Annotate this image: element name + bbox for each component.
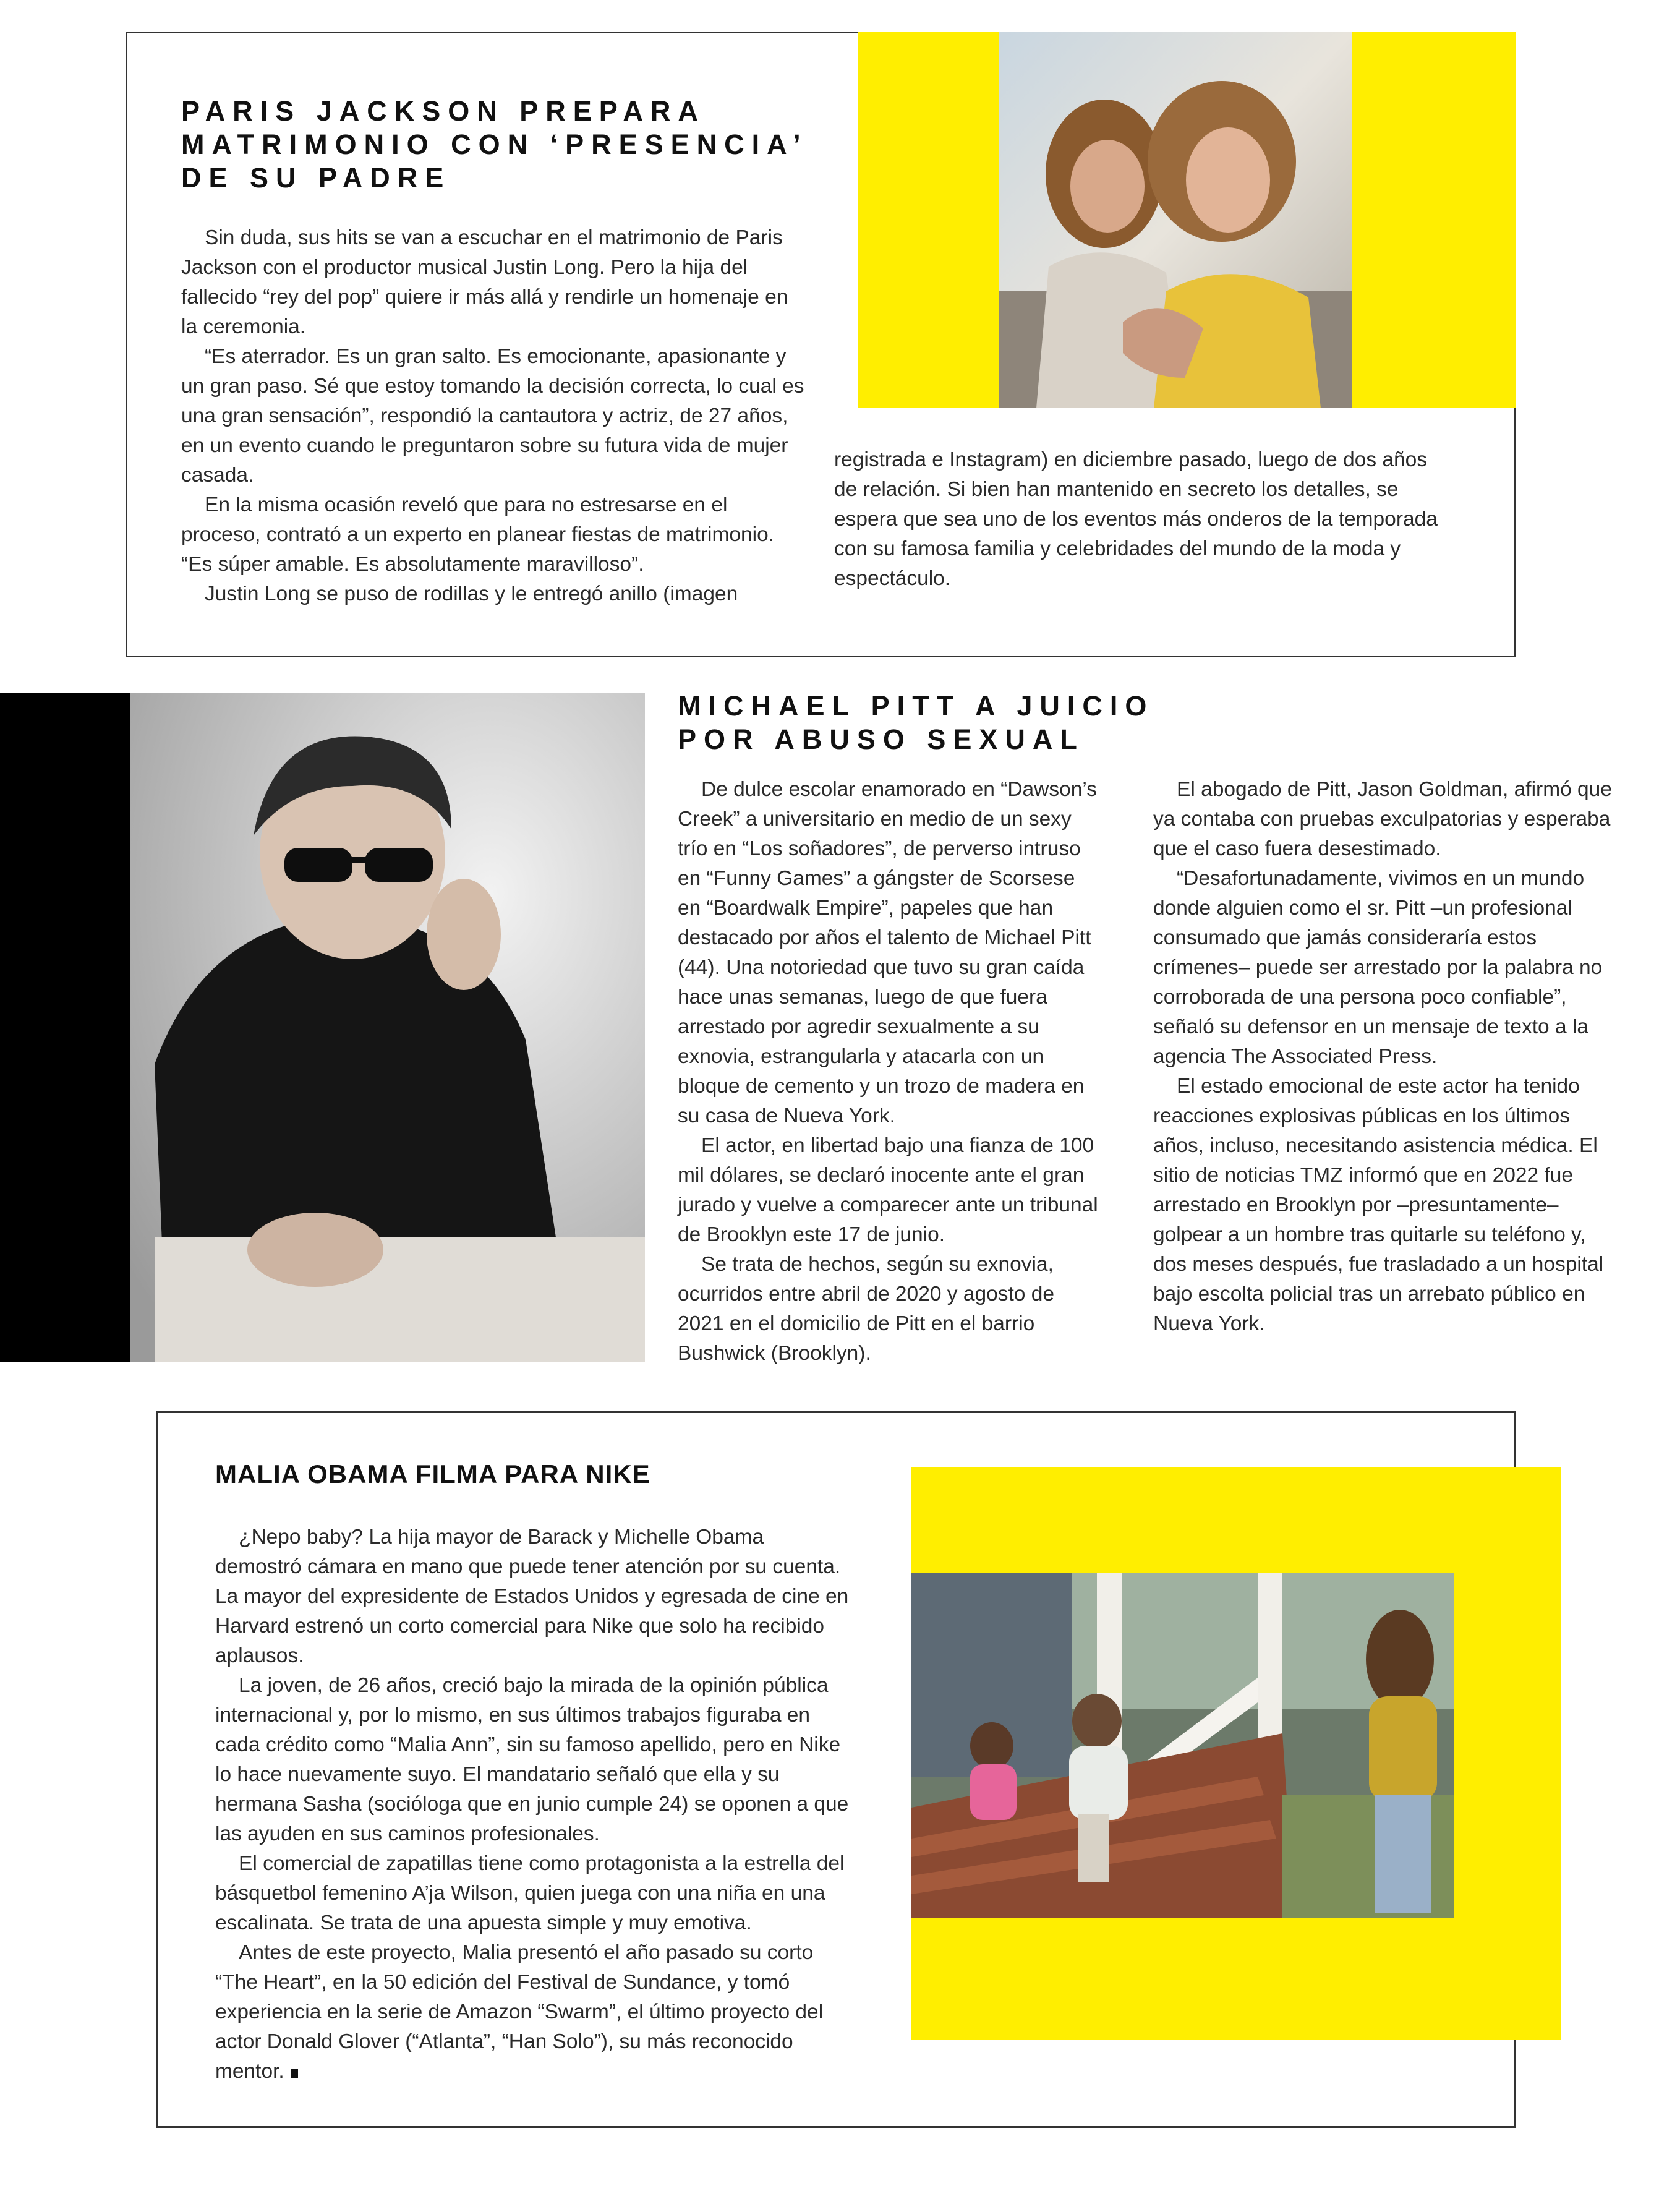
paris-paragraph: registrada e Instagram) en diciembre pasado, luego de dos años de relación. Si bien han mantenido en secreto los detalles, se espera que sea uno de los eventos más onderos de la temporada con su famosa familia y celebridades del mundo de la moda y espectáculo. (834, 448, 1438, 590)
pitt-black-bar (0, 693, 130, 1362)
paris-body-column-1 (181, 223, 809, 609)
malia-paragraph: El comercial de zapatillas tiene como protagonista a la estrella del básquetbol femenino A’ja Wilson, quien juega con una niña en una escalinata. Se trata de una apuesta simple y muy emotiva. (215, 1852, 845, 1934)
paris-paragraph: “Es aterrador. Es un gran salto. Es emocionante, apasionante y un gran paso. Sé que estoy tomando la decisión correcta, lo cual es una gran sensación”, respondió la cantautora y actriz, de 27 años, en un evento cuando le preguntaron sobre su futura vida de mujer casada. (181, 345, 804, 487)
pitt-headline (678, 690, 1154, 756)
malia-paragraph: La joven, de 26 años, creció bajo la mirada de la opinión pública internacional y, por lo mismo, en sus últimos trabajos figuraba en cada crédito como “Malia Ann”, sin su famoso apellido, pero en Nike lo hace nuevamente suyo. El mandatario señaló que ella y su hermana Sasha (socióloga que en junio cumple 24) se oponen a que las ayuden en sus caminos profesionales. (215, 1674, 849, 1845)
pitt-headline-line-1: MICHAEL PITT A JUICIO (678, 690, 1154, 722)
paris-paragraph: Justin Long se puso de rodillas y le entregó anillo (imagen (205, 583, 738, 605)
malia-paragraph: ¿Nepo baby? La hija mayor de Barack y Michelle Obama demostró cámara en mano que puede tener atención por su cuenta. La mayor del expresidente de Estados Unidos y egresada de cine en Harvard estrenó un corto comercial para Nike que solo ha recibido aplausos. (215, 1526, 849, 1667)
malia-headline (215, 1458, 650, 1491)
pitt-paragraph: El abogado de Pitt, Jason Goldman, afirmó que ya contaba con pruebas exculpatorias y esperaba que el caso fuera desestimado. (1153, 778, 1612, 860)
paris-jackson-photo (999, 32, 1352, 408)
paris-headline-line-1: PARIS JACKSON PREPARA (181, 95, 706, 127)
malia-headline-line-1: MALIA OBAMA FILMA PARA NIKE (215, 1459, 650, 1488)
pitt-headline-line-2: POR ABUSO SEXUAL (678, 724, 1085, 755)
pitt-paragraph: De dulce escolar enamorado en “Dawson’s Creek” a universitario en medio de un sexy trío en “Los soñadores”, de perverso intruso en “Funny Games” a gángster de Scorsese en “Boardwalk Empire”, papeles que han destacado por años el talento de Michael Pitt (44). Una notoriedad que tuvo su gran caída hace unas semanas, luego de que fuera arrestado por agredir sexualmente a su exnovia, estrangularla y atacarla con un bloque de cemento y un trozo de madera en su casa de Nueva York. (678, 778, 1097, 1127)
michael-pitt-photo (130, 693, 645, 1362)
malia-paragraph (215, 1938, 849, 2086)
paris-headline-line-3: DE SU PADRE (181, 162, 451, 194)
paris-paragraph: En la misma ocasión reveló que para no estresarse en el proceso, contrató a un experto en planear fiestas de matrimonio. “Es súper amable. Es absolutamente maravilloso”. (181, 493, 775, 576)
malia-body-column-1 (215, 1523, 849, 2086)
malia-obama-photo (911, 1573, 1454, 1918)
paris-paragraph: Sin duda, sus hits se van a escuchar en el matrimonio de Paris Jackson con el productor musical Justin Long. Pero la hija del fallecido “rey del pop” quiere ir más allá y rendirle un homenaje en la ceremonia. (181, 226, 788, 338)
pitt-paragraph: El actor, en libertad bajo una fianza de 100 mil dólares, se declaró inocente ante el gran jurado y vuelve a comparecer ante un tribunal de Brooklyn este 17 de junio. (678, 1134, 1098, 1246)
pitt-body-column-1 (678, 775, 1103, 1369)
malia-paragraph-text: Antes de este proyecto, Malia presentó el año pasado su corto “The Heart”, en la 50 edición del Festival de Sundance, y tomó experiencia en la serie de Amazon “Swarm”, el último proyecto del actor Donald Glover (“Atlanta”, “Han Solo”), su más reconocido mentor. (215, 1941, 824, 2083)
paris-headline-line-2: MATRIMONIO CON ‘PRESENCIA’ (181, 129, 808, 160)
pitt-paragraph: “Desafortunadamente, vivimos en un mundo donde alguien como el sr. Pitt –un profesional consumado que jamás consideraría estos crímenes– puede ser arrestado por la palabra no corroborada de una persona poco confiable”, señaló su defensor en un mensaje de texto a la agencia The Associated Press. (1153, 867, 1603, 1068)
pitt-paragraph: El estado emocional de este actor ha tenido reacciones explosivas públicas en los últimos años, incluso, necesitando asistencia médica. El sitio de noticias TMZ informó que en 2022 fue arrestado en Brooklyn por –presuntamente– golpear a un hombre tras quitarle su teléfono y, dos meses después, fue trasladado a un hospital bajo escolta policial tras un arrebato público en Nueva York. (1153, 1075, 1604, 1335)
paris-body-column-2 (834, 445, 1452, 594)
paris-headline (181, 95, 808, 195)
pitt-paragraph: Se trata de hechos, según su exnovia, ocurridos entre abril de 2020 y agosto de 2021 en el domicilio de Pitt en el barrio Bushwick (Brooklyn). (678, 1253, 1054, 1365)
end-mark-icon (291, 2069, 298, 2078)
pitt-body-column-2 (1153, 775, 1614, 1339)
